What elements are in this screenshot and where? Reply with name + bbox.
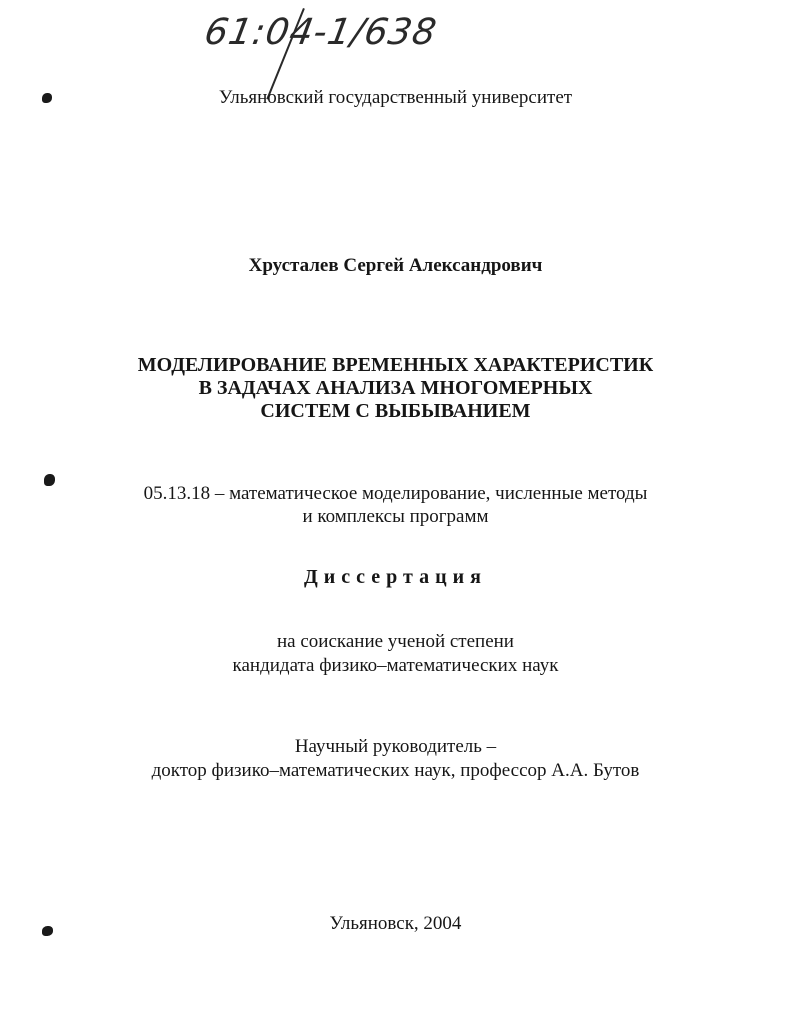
- university-name: Ульяновский государственный университет: [218, 87, 573, 108]
- supervisor-line-2: доктор физико–математических наук, профессор А.А. Бутов: [151, 760, 640, 781]
- degree-line-2: кандидата физико–математических наук: [232, 655, 559, 676]
- title-line-1: МОДЕЛИРОВАНИЕ ВРЕМЕННЫХ ХАРАКТЕРИСТИК: [137, 354, 654, 376]
- supervisor-line-1: Научный руководитель –: [294, 736, 497, 757]
- scientific-supervisor: [0, 735, 791, 783]
- degree-description: [0, 630, 791, 678]
- dissertation-title: [0, 354, 791, 423]
- document-type-heading: Диссертация: [304, 566, 487, 588]
- specialty-line-1: 05.13.18 – математическое моделирование, численные методы: [143, 483, 648, 504]
- degree-line-1: на соискание ученой степени: [277, 631, 514, 652]
- city-and-year: Ульяновск, 2004: [329, 913, 462, 934]
- specialty-line-2: и комплексы программ: [302, 506, 489, 527]
- title-line-3: СИСТЕМ С ВЫБЫВАНИЕМ: [260, 400, 531, 422]
- author-name: Хрусталев Сергей Александрович: [248, 255, 543, 276]
- title-line-2: В ЗАДАЧАХ АНАЛИЗА МНОГОМЕРНЫХ: [198, 377, 593, 399]
- specialty-code: [0, 482, 791, 528]
- handwritten-archive-code: 61:04-1/638: [201, 12, 441, 53]
